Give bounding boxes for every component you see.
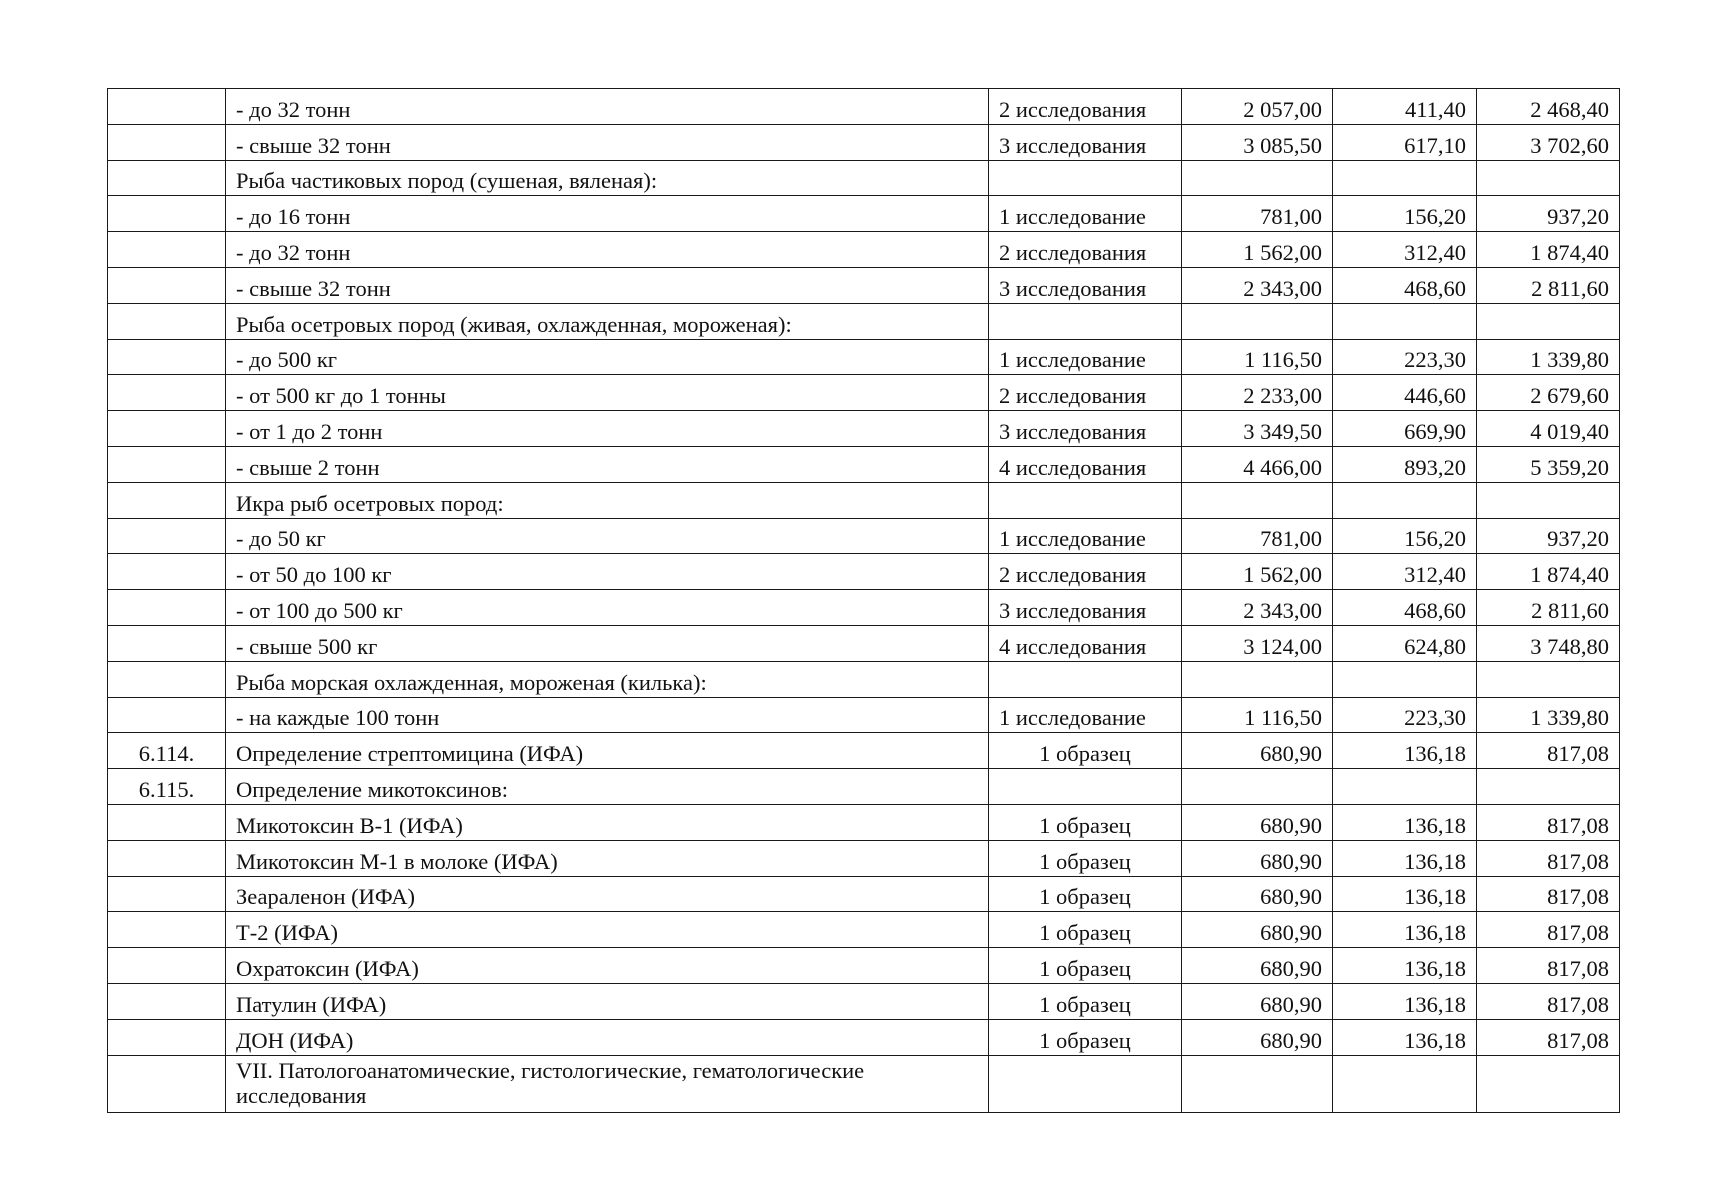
- unit-cell: [989, 303, 1182, 339]
- item-code-cell: [108, 661, 226, 697]
- total-cell: 817,08: [1477, 876, 1620, 912]
- service-name-cell: Микотоксин В-1 (ИФА): [226, 804, 989, 840]
- item-code-cell: [108, 339, 226, 375]
- unit-cell: 1 исследование: [989, 518, 1182, 554]
- table-row: [108, 554, 1620, 590]
- item-code-cell: [108, 124, 226, 160]
- vat-cell: 136,18: [1333, 983, 1477, 1019]
- unit-cell: [989, 160, 1182, 196]
- service-name-cell: Зеараленон (ИФА): [226, 876, 989, 912]
- total-cell: [1477, 769, 1620, 805]
- vat-cell: [1333, 769, 1477, 805]
- table-row: [108, 1019, 1620, 1055]
- service-name-cell: Рыба осетровых пород (живая, охлажденная, мороженая):: [226, 303, 989, 339]
- item-code-cell: [108, 482, 226, 518]
- price-table: [107, 88, 1620, 1113]
- table-row: [108, 411, 1620, 447]
- item-code-cell: [108, 89, 226, 125]
- item-code-cell: [108, 804, 226, 840]
- service-name-cell: - до 16 тонн: [226, 196, 989, 232]
- vat-cell: 446,60: [1333, 375, 1477, 411]
- service-name-cell: VII. Патологоанатомические, гистологические, гематологические исследования: [226, 1055, 989, 1112]
- total-cell: 817,08: [1477, 983, 1620, 1019]
- table-row: [108, 160, 1620, 196]
- total-cell: 5 359,20: [1477, 446, 1620, 482]
- total-cell: 4 019,40: [1477, 411, 1620, 447]
- service-name-cell: - от 500 кг до 1 тонны: [226, 375, 989, 411]
- price-cell: 680,90: [1182, 912, 1333, 948]
- unit-cell: 1 образец: [989, 1019, 1182, 1055]
- vat-cell: 156,20: [1333, 196, 1477, 232]
- unit-cell: 1 исследование: [989, 196, 1182, 232]
- total-cell: [1477, 1055, 1620, 1112]
- vat-cell: 624,80: [1333, 625, 1477, 661]
- unit-cell: 3 исследования: [989, 411, 1182, 447]
- price-cell: 781,00: [1182, 518, 1333, 554]
- item-code-cell: [108, 948, 226, 984]
- table-row: [108, 267, 1620, 303]
- table-row: [108, 769, 1620, 805]
- item-code-cell: [108, 697, 226, 733]
- table-row: [108, 983, 1620, 1019]
- unit-cell: [989, 1055, 1182, 1112]
- unit-cell: 1 исследование: [989, 339, 1182, 375]
- total-cell: [1477, 303, 1620, 339]
- total-cell: 2 468,40: [1477, 89, 1620, 125]
- unit-cell: [989, 482, 1182, 518]
- document-page: [107, 88, 1619, 1113]
- vat-cell: 223,30: [1333, 339, 1477, 375]
- price-cell: 2 057,00: [1182, 89, 1333, 125]
- item-code-cell: [108, 554, 226, 590]
- unit-cell: 1 образец: [989, 948, 1182, 984]
- total-cell: 3 748,80: [1477, 625, 1620, 661]
- price-cell: [1182, 661, 1333, 697]
- table-row: [108, 1055, 1620, 1112]
- unit-cell: [989, 661, 1182, 697]
- total-cell: 2 811,60: [1477, 590, 1620, 626]
- price-cell: [1182, 160, 1333, 196]
- price-cell: 680,90: [1182, 804, 1333, 840]
- item-code-cell: [108, 912, 226, 948]
- price-cell: [1182, 1055, 1333, 1112]
- vat-cell: 893,20: [1333, 446, 1477, 482]
- table-row: [108, 840, 1620, 876]
- price-cell: 2 343,00: [1182, 267, 1333, 303]
- table-row: [108, 89, 1620, 125]
- table-row: [108, 196, 1620, 232]
- total-cell: [1477, 482, 1620, 518]
- total-cell: 817,08: [1477, 840, 1620, 876]
- total-cell: 2 811,60: [1477, 267, 1620, 303]
- table-row: [108, 518, 1620, 554]
- vat-cell: 312,40: [1333, 554, 1477, 590]
- total-cell: 817,08: [1477, 912, 1620, 948]
- vat-cell: [1333, 303, 1477, 339]
- vat-cell: [1333, 661, 1477, 697]
- item-code-cell: 6.114.: [108, 733, 226, 769]
- vat-cell: 669,90: [1333, 411, 1477, 447]
- vat-cell: 312,40: [1333, 232, 1477, 268]
- item-code-cell: [108, 267, 226, 303]
- vat-cell: 136,18: [1333, 948, 1477, 984]
- price-cell: 2 343,00: [1182, 590, 1333, 626]
- unit-cell: 1 образец: [989, 912, 1182, 948]
- service-name-cell: - от 50 до 100 кг: [226, 554, 989, 590]
- item-code-cell: [108, 518, 226, 554]
- item-code-cell: [108, 196, 226, 232]
- total-cell: [1477, 661, 1620, 697]
- item-code-cell: [108, 625, 226, 661]
- vat-cell: 136,18: [1333, 912, 1477, 948]
- service-name-cell: - свыше 32 тонн: [226, 124, 989, 160]
- vat-cell: [1333, 1055, 1477, 1112]
- unit-cell: 1 образец: [989, 733, 1182, 769]
- price-cell: 3 085,50: [1182, 124, 1333, 160]
- total-cell: 2 679,60: [1477, 375, 1620, 411]
- price-cell: 680,90: [1182, 876, 1333, 912]
- item-code-cell: 6.115.: [108, 769, 226, 805]
- item-code-cell: [108, 446, 226, 482]
- table-row: [108, 876, 1620, 912]
- service-name-cell: - до 32 тонн: [226, 89, 989, 125]
- unit-cell: 2 исследования: [989, 375, 1182, 411]
- unit-cell: 4 исследования: [989, 625, 1182, 661]
- item-code-cell: [108, 375, 226, 411]
- item-code-cell: [108, 303, 226, 339]
- service-name-cell: - до 32 тонн: [226, 232, 989, 268]
- price-cell: 680,90: [1182, 840, 1333, 876]
- service-name-cell: - на каждые 100 тонн: [226, 697, 989, 733]
- price-cell: 1 116,50: [1182, 697, 1333, 733]
- vat-cell: 223,30: [1333, 697, 1477, 733]
- total-cell: 817,08: [1477, 804, 1620, 840]
- item-code-cell: [108, 411, 226, 447]
- price-cell: 680,90: [1182, 1019, 1333, 1055]
- unit-cell: 4 исследования: [989, 446, 1182, 482]
- service-name-cell: Определение стрептомицина (ИФА): [226, 733, 989, 769]
- price-cell: [1182, 303, 1333, 339]
- vat-cell: 136,18: [1333, 876, 1477, 912]
- price-cell: 2 233,00: [1182, 375, 1333, 411]
- unit-cell: 3 исследования: [989, 590, 1182, 626]
- vat-cell: 468,60: [1333, 590, 1477, 626]
- item-code-cell: [108, 160, 226, 196]
- service-name-cell: Микотоксин М-1 в молоке (ИФА): [226, 840, 989, 876]
- table-row: [108, 375, 1620, 411]
- item-code-cell: [108, 1019, 226, 1055]
- unit-cell: 1 образец: [989, 983, 1182, 1019]
- service-name-cell: Определение микотоксинов:: [226, 769, 989, 805]
- service-name-cell: - от 1 до 2 тонн: [226, 411, 989, 447]
- vat-cell: 136,18: [1333, 840, 1477, 876]
- table-row: [108, 697, 1620, 733]
- item-code-cell: [108, 840, 226, 876]
- service-name-cell: Т-2 (ИФА): [226, 912, 989, 948]
- table-row: [108, 733, 1620, 769]
- price-cell: 680,90: [1182, 948, 1333, 984]
- vat-cell: 411,40: [1333, 89, 1477, 125]
- service-name-cell: - свыше 32 тонн: [226, 267, 989, 303]
- table-row: [108, 948, 1620, 984]
- price-table-body: [108, 89, 1620, 1113]
- price-cell: [1182, 769, 1333, 805]
- vat-cell: [1333, 482, 1477, 518]
- item-code-cell: [108, 876, 226, 912]
- table-row: [108, 303, 1620, 339]
- price-cell: 1 116,50: [1182, 339, 1333, 375]
- total-cell: 817,08: [1477, 948, 1620, 984]
- table-row: [108, 339, 1620, 375]
- total-cell: 1 339,80: [1477, 339, 1620, 375]
- table-row: [108, 446, 1620, 482]
- unit-cell: 1 исследование: [989, 697, 1182, 733]
- table-row: [108, 912, 1620, 948]
- vat-cell: 468,60: [1333, 267, 1477, 303]
- service-name-cell: Патулин (ИФА): [226, 983, 989, 1019]
- service-name-cell: - от 100 до 500 кг: [226, 590, 989, 626]
- total-cell: 937,20: [1477, 518, 1620, 554]
- table-row: [108, 661, 1620, 697]
- service-name-cell: ДОН (ИФА): [226, 1019, 989, 1055]
- vat-cell: 136,18: [1333, 1019, 1477, 1055]
- unit-cell: 2 исследования: [989, 89, 1182, 125]
- total-cell: 3 702,60: [1477, 124, 1620, 160]
- vat-cell: [1333, 160, 1477, 196]
- price-cell: 3 349,50: [1182, 411, 1333, 447]
- service-name-cell: Рыба морская охлажденная, мороженая (килька):: [226, 661, 989, 697]
- price-cell: 3 124,00: [1182, 625, 1333, 661]
- table-row: [108, 482, 1620, 518]
- price-cell: 1 562,00: [1182, 554, 1333, 590]
- service-name-cell: Охратоксин (ИФА): [226, 948, 989, 984]
- total-cell: 937,20: [1477, 196, 1620, 232]
- item-code-cell: [108, 232, 226, 268]
- unit-cell: 2 исследования: [989, 554, 1182, 590]
- service-name-cell: - свыше 500 кг: [226, 625, 989, 661]
- price-cell: 781,00: [1182, 196, 1333, 232]
- vat-cell: 136,18: [1333, 804, 1477, 840]
- total-cell: 817,08: [1477, 733, 1620, 769]
- price-cell: 680,90: [1182, 983, 1333, 1019]
- vat-cell: 156,20: [1333, 518, 1477, 554]
- price-cell: 4 466,00: [1182, 446, 1333, 482]
- price-cell: 1 562,00: [1182, 232, 1333, 268]
- table-row: [108, 804, 1620, 840]
- total-cell: 1 339,80: [1477, 697, 1620, 733]
- service-name-cell: Икра рыб осетровых пород:: [226, 482, 989, 518]
- service-name-cell: - свыше 2 тонн: [226, 446, 989, 482]
- service-name-cell: Рыба частиковых пород (сушеная, вяленая):: [226, 160, 989, 196]
- price-cell: [1182, 482, 1333, 518]
- table-row: [108, 124, 1620, 160]
- service-name-cell: - до 50 кг: [226, 518, 989, 554]
- item-code-cell: [108, 590, 226, 626]
- table-row: [108, 590, 1620, 626]
- price-cell: 680,90: [1182, 733, 1333, 769]
- unit-cell: 1 образец: [989, 876, 1182, 912]
- total-cell: 1 874,40: [1477, 554, 1620, 590]
- unit-cell: 3 исследования: [989, 267, 1182, 303]
- total-cell: [1477, 160, 1620, 196]
- total-cell: 817,08: [1477, 1019, 1620, 1055]
- table-row: [108, 232, 1620, 268]
- unit-cell: 1 образец: [989, 804, 1182, 840]
- total-cell: 1 874,40: [1477, 232, 1620, 268]
- unit-cell: [989, 769, 1182, 805]
- item-code-cell: [108, 1055, 226, 1112]
- unit-cell: 1 образец: [989, 840, 1182, 876]
- unit-cell: 3 исследования: [989, 124, 1182, 160]
- vat-cell: 617,10: [1333, 124, 1477, 160]
- service-name-cell: - до 500 кг: [226, 339, 989, 375]
- vat-cell: 136,18: [1333, 733, 1477, 769]
- item-code-cell: [108, 983, 226, 1019]
- table-row: [108, 625, 1620, 661]
- unit-cell: 2 исследования: [989, 232, 1182, 268]
